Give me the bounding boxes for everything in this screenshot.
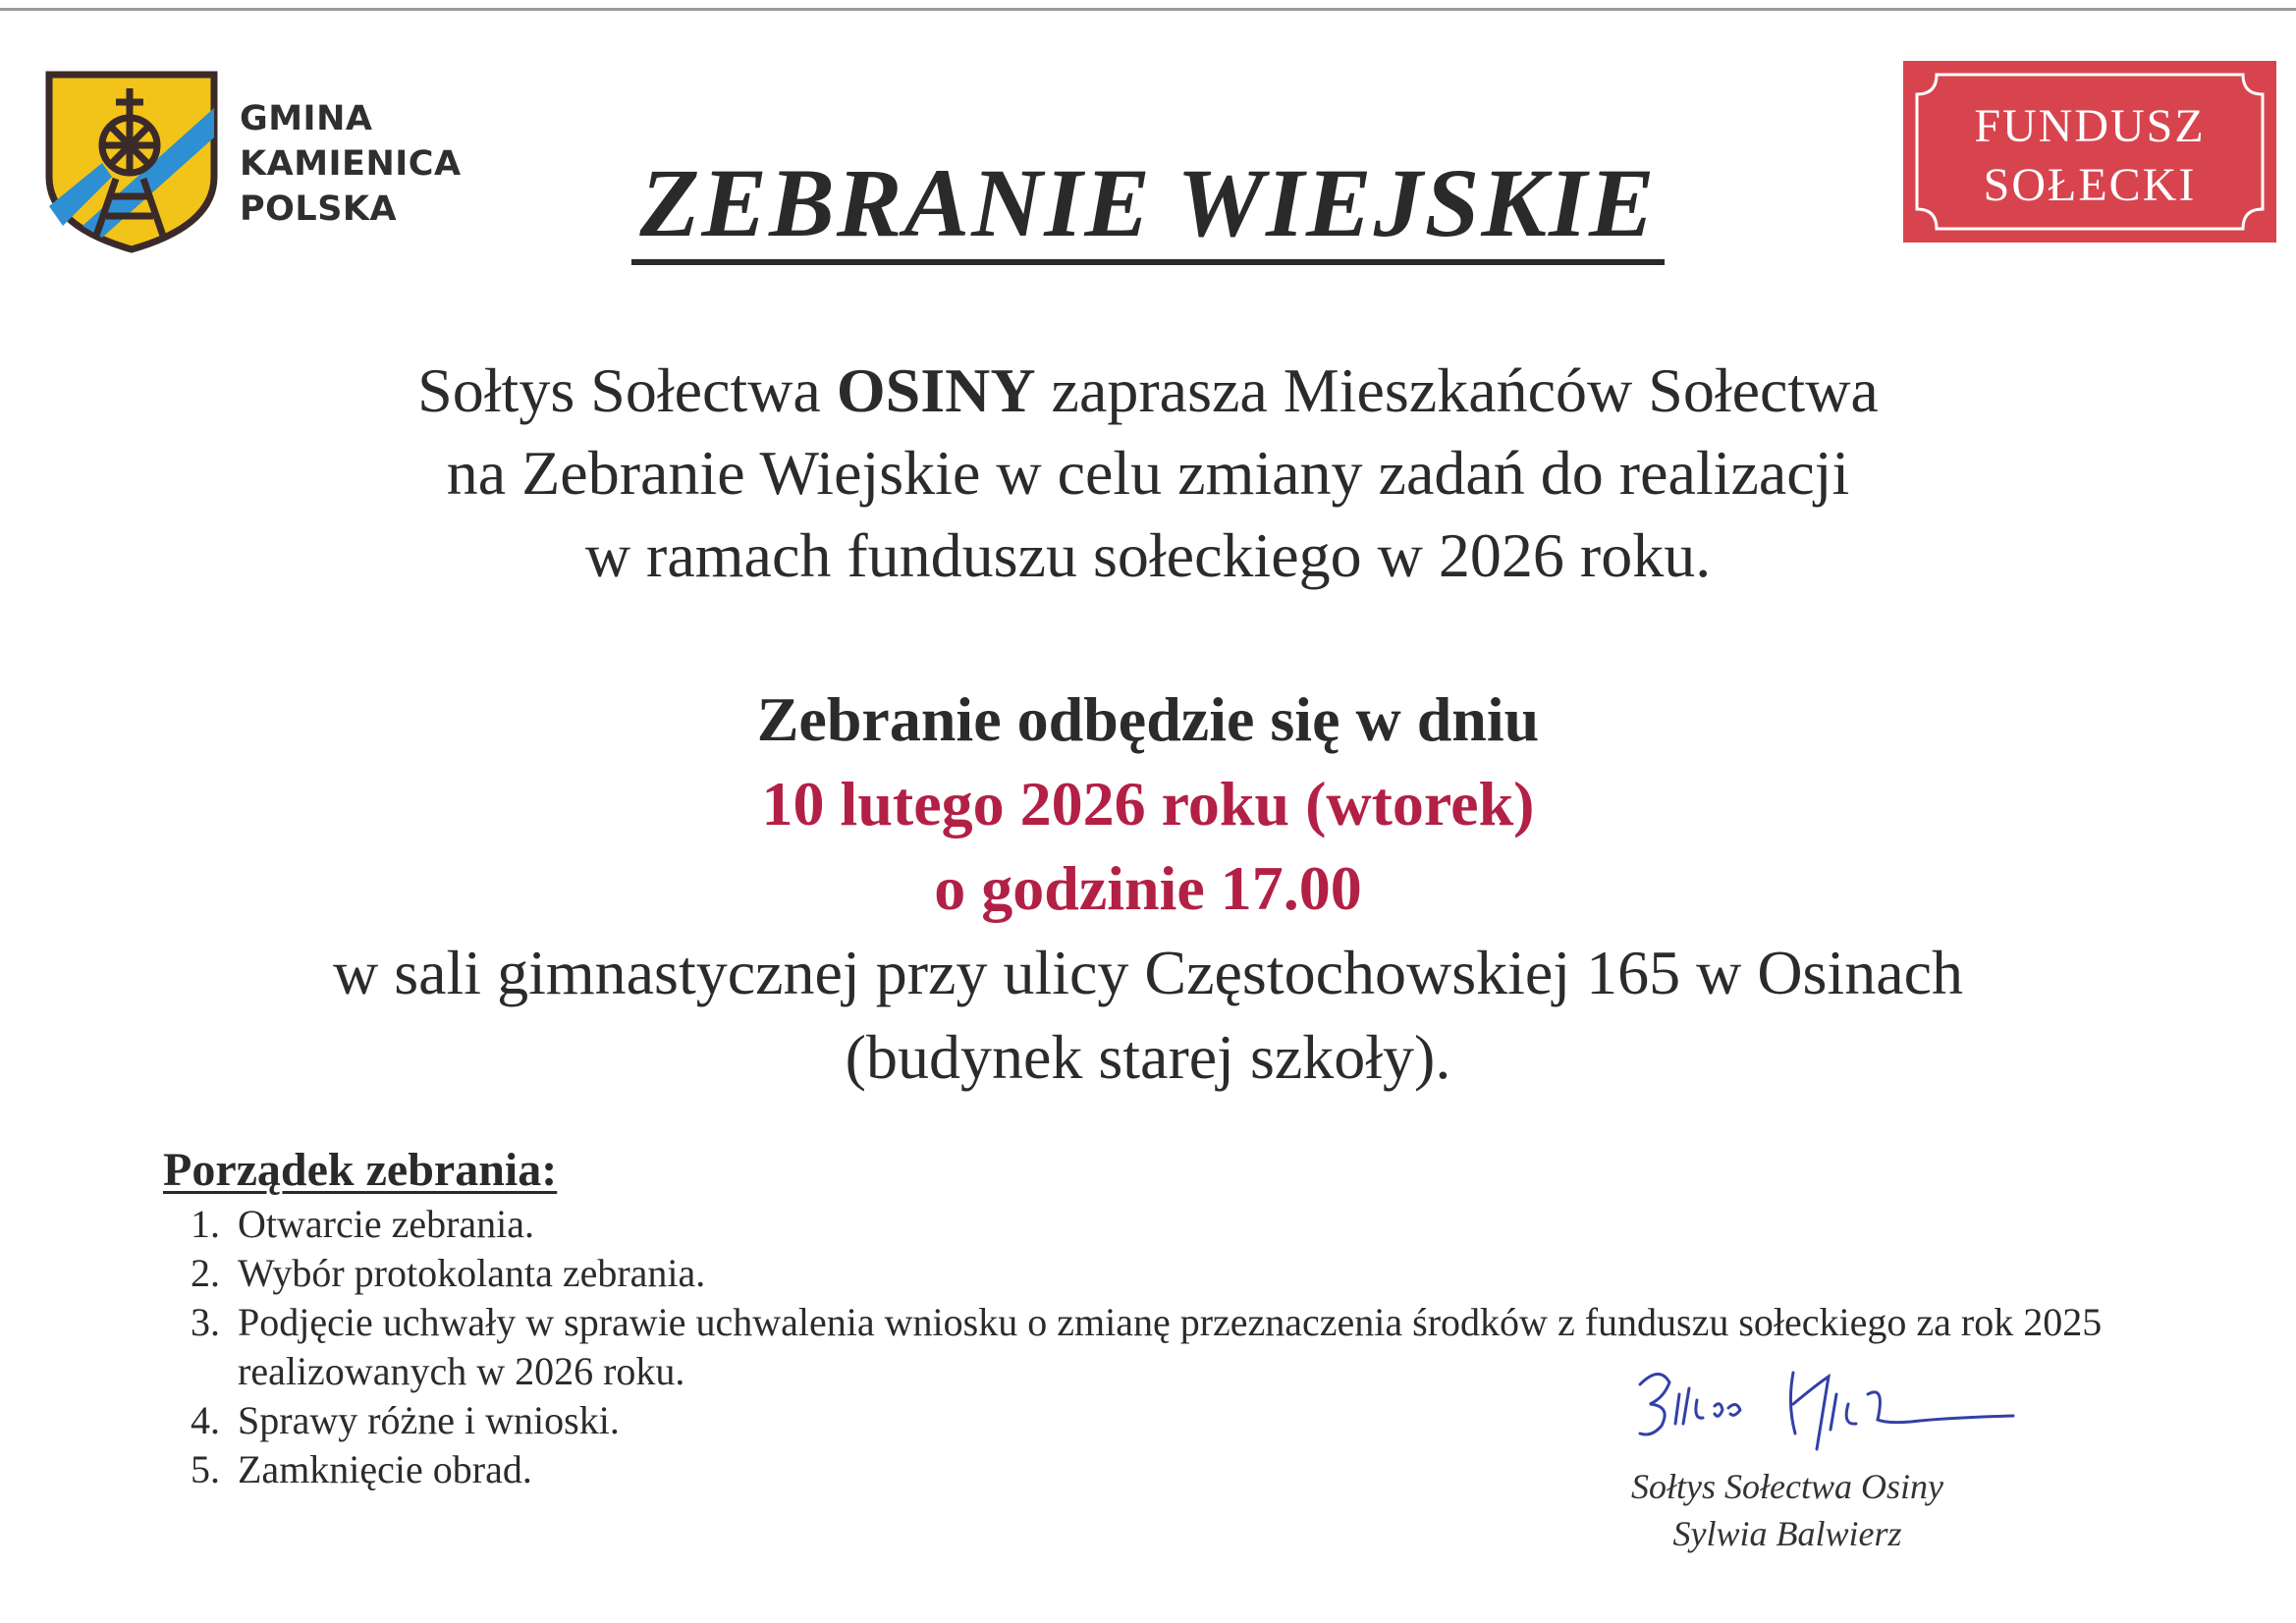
agenda-title: Porządek zebrania: [163, 1144, 558, 1196]
agenda-item-text: Otwarcie zebrania. [238, 1202, 535, 1246]
agenda-item-text: Wybór protokolanta zebrania. [238, 1251, 706, 1295]
gmina-line-2: KAMIENICA [240, 144, 462, 184]
meeting-heading: Zebranie odbędzie się w dniu [756, 684, 1540, 754]
agenda-item-text: Podjęcie uchwały w sprawie uchwalenia wniosku o zmianę przeznaczenia środków z funduszu sołeckiego za rok 2025 realizowanych w 2026 roku. [238, 1300, 2103, 1393]
meeting-place-line-2: (budynek starej szkoły). [845, 1022, 1451, 1092]
agenda-item-text: Sprawy różne i wnioski. [238, 1398, 620, 1442]
signatory-role: Sołtys Sołectwa Osiny [1631, 1467, 1943, 1506]
badge-line-1: FUNDUSZ [1974, 100, 2206, 152]
meeting-place-line-1: w sali gimnastycznej przy ulicy Częstochowskiej 165 w Osinach [332, 938, 1964, 1007]
agenda-item-text: Zamknięcie obrad. [238, 1447, 532, 1491]
invitation-line-3: w ramach funduszu sołeckiego w 2026 roku. [584, 520, 1712, 590]
agenda-item [163, 1249, 2186, 1298]
badge-line-2: SOŁECKI [1983, 159, 2197, 211]
gmina-line-3: POLSKA [240, 189, 398, 229]
agenda-item-number: 2. [191, 1251, 220, 1295]
agenda-item-number: 4. [191, 1398, 220, 1442]
gmina-line-1: GMINA [240, 99, 373, 138]
village-name: OSINY [836, 355, 1036, 425]
scan-top-edge [0, 8, 2296, 11]
invitation-line-1 [0, 350, 2296, 432]
invitation-line-1-post: zaprasza Mieszkańców Sołectwa [1035, 355, 1879, 425]
agenda-item-number: 5. [191, 1447, 220, 1491]
meeting-time: o godzinie 17.00 [934, 853, 1362, 923]
agenda-item-number: 1. [191, 1202, 220, 1246]
meeting-date: 10 lutego 2026 roku (wtorek) [761, 769, 1535, 839]
agenda-item-number: 3. [191, 1300, 220, 1344]
signatory-name: Sylwia Balwierz [1672, 1514, 1902, 1553]
handwritten-signature [1620, 1355, 2033, 1463]
invitation-line-2: na Zebranie Wiejskie w celu zmiany zadań do realizacji [446, 438, 1850, 508]
meeting-details [0, 677, 2296, 1100]
agenda-item [163, 1200, 2186, 1249]
page-title-text: ZEBRANIE WIEJSKIE [631, 148, 1664, 265]
page-title [0, 149, 2296, 257]
invitation-paragraph [0, 350, 2296, 597]
signature-block [1532, 1355, 2043, 1581]
invitation-line-1-pre: Sołtys Sołectwa [417, 355, 837, 425]
